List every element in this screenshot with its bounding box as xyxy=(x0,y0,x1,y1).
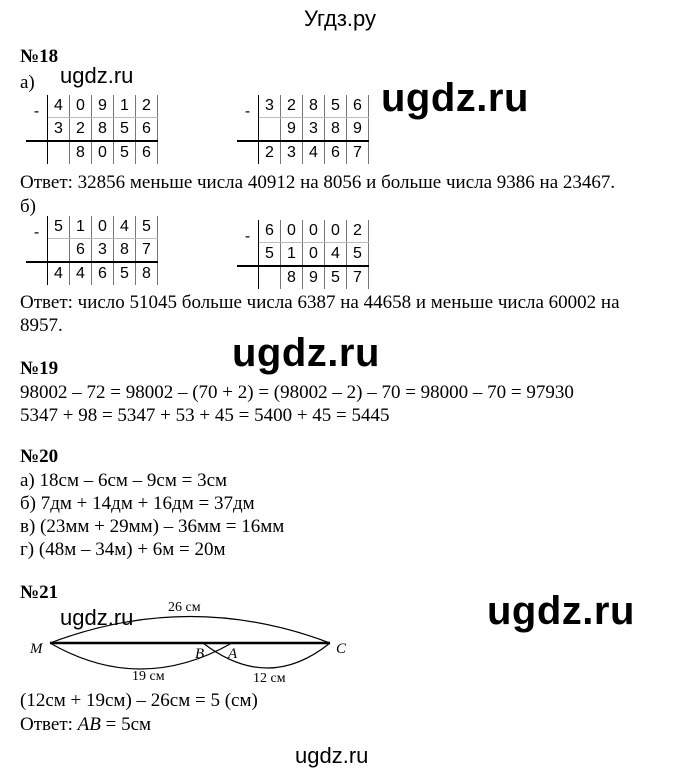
sign-cell xyxy=(26,262,48,285)
digit-cell: 4 xyxy=(70,262,92,285)
digit-cell: 6 xyxy=(259,220,281,243)
answer-variable: AB xyxy=(77,714,101,735)
task-20-title: №20 xyxy=(20,446,59,467)
task-18b-answer-line1: Ответ: число 51045 больше числа 6387 на 44658 и меньше числа 60002 на xyxy=(20,292,620,313)
digit-cell: 8 xyxy=(325,118,347,142)
minus-sign: - xyxy=(26,95,48,141)
task-18a-answer: Ответ: 32856 меньше числа 40912 на 8056 и больше числа 9386 на 23467. xyxy=(20,172,616,193)
digit-cell: 3 xyxy=(259,95,281,118)
subtraction-table-3 xyxy=(26,216,158,285)
task-21-formula: (12см + 19см) – 26см = 5 (см) xyxy=(20,690,258,711)
digit-cell xyxy=(259,118,281,142)
sign-cell xyxy=(26,141,48,164)
point-c-label: C xyxy=(336,641,347,657)
watermark: ugdz.ru xyxy=(487,589,635,633)
answer-prefix: Ответ: xyxy=(20,714,78,735)
task-18-title: №18 xyxy=(20,46,59,67)
digit-cell xyxy=(259,266,281,289)
arc-ma-lower xyxy=(50,643,232,669)
digit-cell: 6 xyxy=(136,141,158,164)
subtraction-table-1 xyxy=(26,95,158,164)
label-26cm: 26 см xyxy=(168,600,201,615)
digit-cell: 4 xyxy=(48,262,70,285)
digit-cell: 7 xyxy=(136,239,158,263)
subtraction-table-4 xyxy=(237,220,369,289)
digit-cell: 5 xyxy=(136,216,158,239)
task-19-title: №19 xyxy=(20,358,59,379)
digit-cell: 9 xyxy=(347,118,369,142)
digit-cell: 2 xyxy=(70,118,92,142)
task-19-line1: 98002 – 72 = 98002 – (70 + 2) = (98002 – 2) – 70 = 98000 – 70 = 97930 xyxy=(20,382,574,403)
digit-cell: 9 xyxy=(92,95,114,118)
watermark: ugdz.ru xyxy=(381,76,529,120)
site-title: Угдз.ру xyxy=(303,6,377,31)
digit-cell: 5 xyxy=(347,243,369,267)
digit-cell: 5 xyxy=(114,141,136,164)
watermark: ugdz.ru xyxy=(295,743,369,768)
digit-cell: 3 xyxy=(281,141,303,164)
point-m-label: M xyxy=(30,641,43,657)
point-a-label: A xyxy=(228,646,238,662)
digit-cell: 5 xyxy=(325,266,347,289)
digit-cell: 8 xyxy=(303,95,325,118)
digit-cell: 6 xyxy=(92,262,114,285)
watermark: ugdz.ru xyxy=(60,605,134,630)
minus-sign: - xyxy=(237,95,259,141)
task-20-item-d: г) (48м – 34м) + 6м = 20м xyxy=(20,539,226,560)
task-21-answer xyxy=(20,714,151,736)
task-20-item-c: в) (23мм + 29мм) – 36мм = 16мм xyxy=(20,516,285,537)
digit-cell: 8 xyxy=(136,262,158,285)
digit-cell: 2 xyxy=(281,95,303,118)
digit-cell: 0 xyxy=(92,216,114,239)
digit-cell: 6 xyxy=(70,239,92,263)
digit-cell: 7 xyxy=(347,141,369,164)
digit-cell: 6 xyxy=(325,141,347,164)
digit-cell: 9 xyxy=(281,118,303,142)
digit-cell: 8 xyxy=(92,118,114,142)
digit-cell: 0 xyxy=(303,243,325,267)
digit-cell: 1 xyxy=(70,216,92,239)
digit-cell: 5 xyxy=(114,118,136,142)
digit-cell: 8 xyxy=(114,239,136,263)
digit-cell: 5 xyxy=(48,216,70,239)
digit-cell: 8 xyxy=(281,266,303,289)
label-12cm: 12 см xyxy=(253,671,286,686)
digit-cell: 5 xyxy=(325,95,347,118)
arc-bc-lower xyxy=(203,643,330,668)
subtraction-table-2 xyxy=(237,95,369,164)
label-19cm: 19 см xyxy=(132,669,165,684)
digit-cell xyxy=(48,141,70,164)
digit-cell: 0 xyxy=(303,220,325,243)
digit-cell: 7 xyxy=(347,266,369,289)
task-20-item-a: а) 18см – 6см – 9см = 3см xyxy=(20,470,228,491)
digit-cell: 4 xyxy=(325,243,347,267)
digit-cell: 2 xyxy=(136,95,158,118)
digit-cell: 0 xyxy=(281,220,303,243)
task-18b-label: б) xyxy=(20,196,36,217)
digit-cell: 8 xyxy=(70,141,92,164)
digit-cell: 5 xyxy=(259,243,281,267)
digit-cell: 3 xyxy=(92,239,114,263)
digit-cell: 3 xyxy=(303,118,325,142)
task-19-line2: 5347 + 98 = 5347 + 53 + 45 = 5400 + 45 = 5445 xyxy=(20,405,390,426)
digit-cell: 0 xyxy=(70,95,92,118)
digit-cell: 6 xyxy=(136,118,158,142)
digit-cell: 4 xyxy=(114,216,136,239)
task-21-title: №21 xyxy=(20,582,59,603)
digit-cell xyxy=(48,239,70,263)
digit-cell: 2 xyxy=(259,141,281,164)
digit-cell: 1 xyxy=(114,95,136,118)
digit-cell: 0 xyxy=(325,220,347,243)
task-18a-label: а) xyxy=(20,72,35,93)
minus-sign: - xyxy=(26,216,48,262)
answer-value: = 5см xyxy=(100,714,152,735)
task-20-item-b: б) 7дм + 14дм + 16дм = 37дм xyxy=(20,493,255,514)
task-18b-answer-line2: 8957. xyxy=(20,315,63,336)
watermark: ugdz.ru xyxy=(232,331,380,375)
digit-cell: 1 xyxy=(281,243,303,267)
point-b-label: B xyxy=(195,646,205,662)
digit-cell: 3 xyxy=(48,118,70,142)
sign-cell xyxy=(237,266,259,289)
sign-cell xyxy=(237,141,259,164)
digit-cell: 0 xyxy=(92,141,114,164)
digit-cell: 4 xyxy=(48,95,70,118)
digit-cell: 9 xyxy=(303,266,325,289)
digit-cell: 5 xyxy=(114,262,136,285)
digit-cell: 4 xyxy=(303,141,325,164)
digit-cell: 6 xyxy=(347,95,369,118)
digit-cell: 2 xyxy=(347,220,369,243)
watermark: ugdz.ru xyxy=(60,63,134,88)
minus-sign: - xyxy=(237,220,259,266)
